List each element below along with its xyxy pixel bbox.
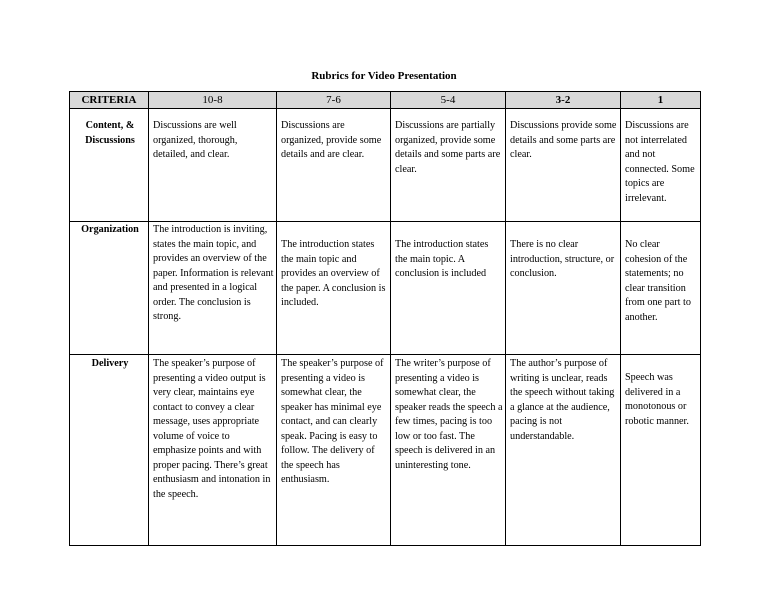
table-cell: Discussions are not interrelated and not connected. Some topics are irrelevant. bbox=[621, 109, 701, 222]
table-row-delivery bbox=[70, 355, 701, 546]
table-cell: No clear cohesion of the statements; no clear transition from one part to another. bbox=[621, 222, 701, 355]
table-row-content bbox=[70, 109, 701, 222]
table-cell: Discussions are organized, provide some details and are clear. bbox=[277, 109, 391, 222]
criteria-organization: Organization bbox=[70, 222, 149, 355]
criteria-delivery: Delivery bbox=[70, 355, 149, 546]
header-score-7-6: 7-6 bbox=[277, 92, 391, 109]
header-score-5-4: 5-4 bbox=[391, 92, 506, 109]
criteria-content-discussions: Content, & Discussions bbox=[70, 109, 149, 222]
header-score-3-2: 3-2 bbox=[506, 92, 621, 109]
table-cell: The introduction is inviting, states the main topic, and provides an overview of the paper. Information is relevant and presented in a logical order. The conclusion is strong. bbox=[149, 222, 277, 355]
rubric-table bbox=[69, 91, 701, 546]
header-score-1: 1 bbox=[621, 92, 701, 109]
table-cell: There is no clear introduction, structure, or conclusion. bbox=[506, 222, 621, 355]
table-row-organization bbox=[70, 222, 701, 355]
header-criteria: CRITERIA bbox=[70, 92, 149, 109]
table-cell: The speaker’s purpose of presenting a video output is very clear, maintains eye contact to convey a clear message, uses appropriate volume of voice to emphasize points and with proper pacing. There’s great enthusiasm and intonation in the speech. bbox=[149, 355, 277, 546]
table-cell: Discussions are well organized, thorough, detailed, and clear. bbox=[149, 109, 277, 222]
table-cell: The introduction states the main topic and provides an overview of the paper. A conclusion is included. bbox=[277, 222, 391, 355]
table-cell: The speaker’s purpose of presenting a video is somewhat clear, the speaker has minimal eye contact, and can clearly speak. Pacing is easy to follow. The delivery of the speech has enthusiasm. bbox=[277, 355, 391, 546]
table-cell: The author’s purpose of writing is unclear, reads the speech without taking a glance at the audience, pacing is not understandable. bbox=[506, 355, 621, 546]
table-cell: The writer’s purpose of presenting a video is somewhat clear, the speaker reads the speech a few times, pacing is too low or too fast. The speech is delivered in an uninteresting tone. bbox=[391, 355, 506, 546]
header-score-10-8: 10-8 bbox=[149, 92, 277, 109]
document-title: Rubrics for Video Presentation bbox=[311, 70, 457, 82]
header-row bbox=[70, 92, 701, 109]
table-cell: Discussions are partially organized, provide some details and some parts are clear. bbox=[391, 109, 506, 222]
table-cell: Speech was delivered in a monotonous or robotic manner. bbox=[621, 355, 701, 546]
table-cell: Discussions provide some details and some parts are clear. bbox=[506, 109, 621, 222]
table-cell: The introduction states the main topic. A conclusion is included bbox=[391, 222, 506, 355]
